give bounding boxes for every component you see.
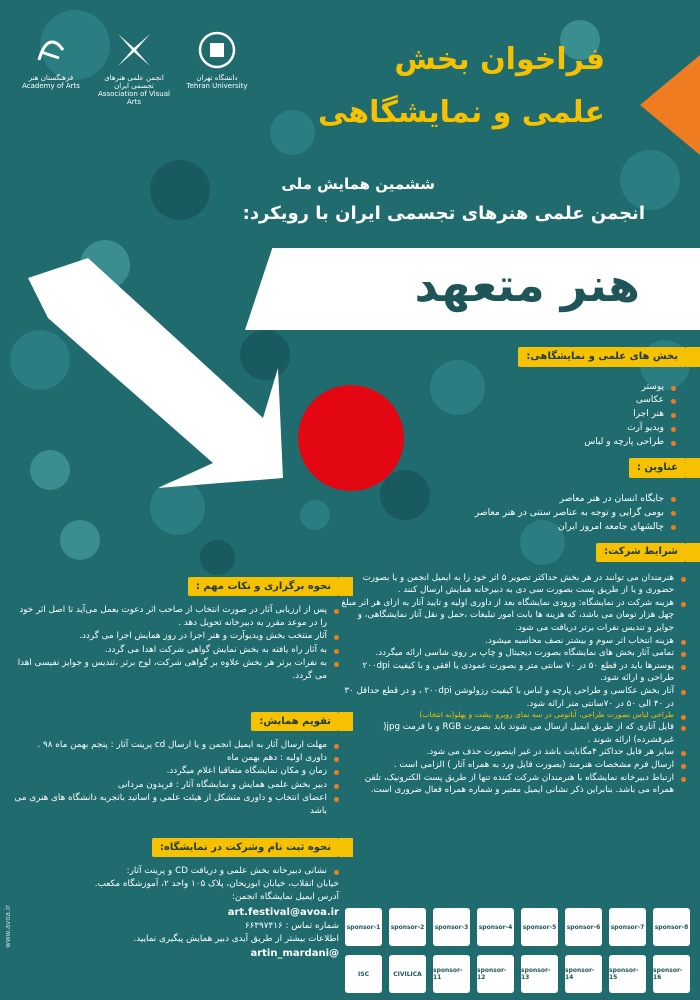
subtitle-approach: انجمن علمی هنرهای تجسمی ایران با رویکرد:: [242, 203, 645, 224]
email-link[interactable]: art.festival@avoa.ir: [227, 906, 339, 918]
sponsor-logo-icon: sponsor-4: [477, 908, 514, 946]
list-item: هزینه انتخاب اثر سوم و بیشتر نصف محاسبه میشود.: [341, 635, 686, 648]
section-heading: نحوه ثبت نام وشرکت در نمایشگاه:: [152, 838, 339, 857]
list-item: مهلت ارسال آثار به ایمیل انجمن و یا ارسال cd پرینت آثار : پنجم بهمن ماه ۹۸ .: [14, 739, 339, 752]
isc-logo-icon: ISC: [345, 955, 382, 993]
list-item: آثار منتخب بخش ویدیوآرت و هنر اجرا در روز همایش اجرا می گردد.: [14, 630, 339, 643]
list-item: فایل آثاری که از طریق ایمیل ارسال می شوند باید بصورت RGB و با فرمت jpg( غیرفشرده) ارائه شوند .: [341, 721, 686, 746]
list-item: نشانی دبیرخانه بخش علمی و دریافت CD و پرینت آثار:: [14, 865, 339, 878]
list-item: زمان و مکان نمایشگاه متعاقبا اعلام میگردد.: [14, 765, 339, 778]
list-item: هنر اجرا: [341, 408, 676, 422]
list-item: پوسترها باید در قطع ۵۰ در ۷۰ سانتی متر و بصورت عمودی یا افقی و با کیفیت ۲۰۰dpi طراحی و ارائه شود.: [341, 660, 686, 685]
tehran-university-logo: دانشگاه تهران Tehran University: [180, 30, 254, 110]
visual-arts-association-logo: انجمن علمی هنرهای تجسمی ایران Association of Visual Arts: [97, 30, 171, 110]
sponsor-logo-icon: sponsor-3: [433, 908, 470, 946]
list-item: تمامی آثار بخش های نمایشگاه بصورت دیجیتال و چاپ بر روی شاسی ارائه میگردد.: [341, 647, 686, 660]
section-heading: عناوین :: [629, 458, 686, 478]
list-item: ویدیو آرت: [341, 422, 676, 436]
subtitle-conference: ششمین همایش ملی: [281, 175, 435, 193]
sponsor-logo-icon: sponsor-2: [389, 908, 426, 946]
academy-of-arts-logo: فرهنگستان هنر Academy of Arts: [14, 30, 88, 110]
sponsor-logo-icon: sponsor-1: [345, 908, 382, 946]
list-item: به آثار راه یافته به بخش نمایش گواهی شرکت اهدا می گردد.: [14, 644, 339, 657]
list-item: پس از ارزیابی آثار در صورت انتخاب از صاحب اثر دعوت بعمل می‌آید تا اصل اثر خود را در موعد مقرر به دبیرخانه تحویل دهد .: [14, 604, 339, 630]
sponsor-logo-icon: sponsor-14: [565, 955, 602, 993]
sponsor-logo-icon: sponsor-8: [653, 908, 690, 946]
list-item: بومی گرایی و توجه به عناصر سنتی در هنر معاصر: [341, 506, 676, 520]
section-heading: تقویم همایش:: [251, 712, 339, 731]
page-title-line1: فراخوان بخش: [394, 42, 605, 77]
list-item: دبیر بخش علمی همایش و نمایشگاه آثار : فریدون مردانی: [14, 779, 339, 792]
list-item: هزینه شرکت در نمایشگاه: ورودی نمایشگاه بعد از داوری اولیه و تایید آثار به ازای هر اثر مبلغ چهل هزار تومان می باشد، که هزینه ها بابت امور تبلیغات ،حمل و نقل آثار نمایشگاهی، و جوایز و تندیس نفرات برتر دریافت می شود.: [341, 597, 686, 635]
page-title-line2: علمی و نمایشگاهی: [317, 95, 605, 130]
list-item: به نفرات برتر هر بخش علاوه بر گواهی شرکت، لوح برتر ،تندیس و جوایز نفیسی اهدا می گردد.: [14, 657, 339, 683]
sponsor-logo-icon: sponsor-12: [477, 955, 514, 993]
header: [0, 0, 700, 150]
topics-section: [341, 458, 686, 534]
section-heading: بخش های علمی و نمایشگاهی:: [518, 347, 686, 367]
band-title: هنر متعهد: [414, 258, 640, 312]
list-item: اعضای انتخاب و داوری متشکل از هیئت علمی و اساتید باتجربه دانشگاه های هنری می باشد: [14, 792, 339, 818]
list-item: سایز هر فایل حداکثر ۴مگابایت باشد در غیر اینصورت حذف می شود.: [341, 746, 686, 759]
civilica-logo-icon: CIVILICA: [389, 955, 426, 993]
orange-triangle-decoration: [640, 55, 700, 155]
calendar-section: [14, 712, 339, 818]
list-item: عکاسی: [341, 394, 676, 408]
arrow-icon: [28, 258, 288, 488]
list-item: آثار بخش عکاسی و طراحی پارچه و لباس با کیفیت رزولوشن ۲۰۰dpi ، و در قطع حداقل ۳۰ در ۴۰ الی ۵۰ در ۷۰سانتی متر ارائه شود.: [341, 685, 686, 710]
address-text: خیابان انقلاب، خیابان ابوریحان، پلاک ۱۰۵ واحد ۲، آموزشگاه مکعب.: [94, 879, 339, 890]
list-item: جایگاه انسان در هنر معاصر: [341, 492, 676, 506]
sponsor-logo-icon: sponsor-6: [565, 908, 602, 946]
sponsor-logo-icon: sponsor-15: [609, 955, 646, 993]
sponsor-logo-icon: sponsor-11: [433, 955, 470, 993]
instagram-handle[interactable]: artin_mardani@: [250, 947, 339, 959]
phone-text: شماره تماس : ۶۶۴۹۷۴۱۶: [244, 920, 339, 931]
list-item: ارتباط دبیرخانه نمایشگاه با هنرمندان شرکت کننده تنها از طریق پست الکترونیک، تلفن همراه می باشد. بنابراین ذکر نشانی ایمیل معتبر و شماره همراه فعال ضروری است.: [341, 772, 686, 797]
list-item: چالشهای جامعه امروز ایران: [341, 520, 676, 534]
website-url: www.avoa.ir: [4, 905, 12, 948]
list-item: هنرمندان می توانند در هر بخش حداکثر تصویر ۵ اثر خود را به ایمیل انجمن و یا بصورت حضوری و یا از طریق پست بصورت سی دی به دبیرخانه همایش ارسال کنند .: [341, 572, 686, 597]
note-text: طراحی لباس بصورت طراحی، آناتومی در سه نمای روبرو ،پشت و پهلو(به انتخاب): [341, 710, 686, 721]
list-item: داوری اولیه : دهم بهمن ماه: [14, 752, 339, 765]
section-heading: نحوه برگزاری و نکات مهم :: [188, 577, 339, 596]
registration-section: [14, 838, 339, 961]
notes-section: [14, 577, 339, 683]
email-label: آدرس ایمیل نمایشگاه انجمن:: [231, 892, 339, 903]
partner-logos: [14, 30, 254, 110]
list-item: پوستر: [341, 381, 676, 395]
sponsor-logo-icon: sponsor-13: [521, 955, 558, 993]
more-info-text: اطلاعات بیشتر از طریق آیدی دبیر همایش پیگیری نمایید.: [133, 933, 339, 944]
list-item: طراحی پارچه و لباس: [341, 436, 676, 450]
sponsor-logo-icon: sponsor-16: [653, 955, 690, 993]
list-item: ارسال فرم مشخصات هنرمند (بصورت فایل ورد به همراه آثار ) الزامی است .: [341, 759, 686, 772]
section-heading: شرایط شرکت:: [596, 543, 686, 562]
sponsor-logos: [345, 908, 690, 993]
sponsor-logo-icon: sponsor-7: [609, 908, 646, 946]
exhibition-sections: [341, 347, 686, 450]
sponsor-logo-icon: sponsor-5: [521, 908, 558, 946]
conditions-section: [341, 543, 686, 797]
